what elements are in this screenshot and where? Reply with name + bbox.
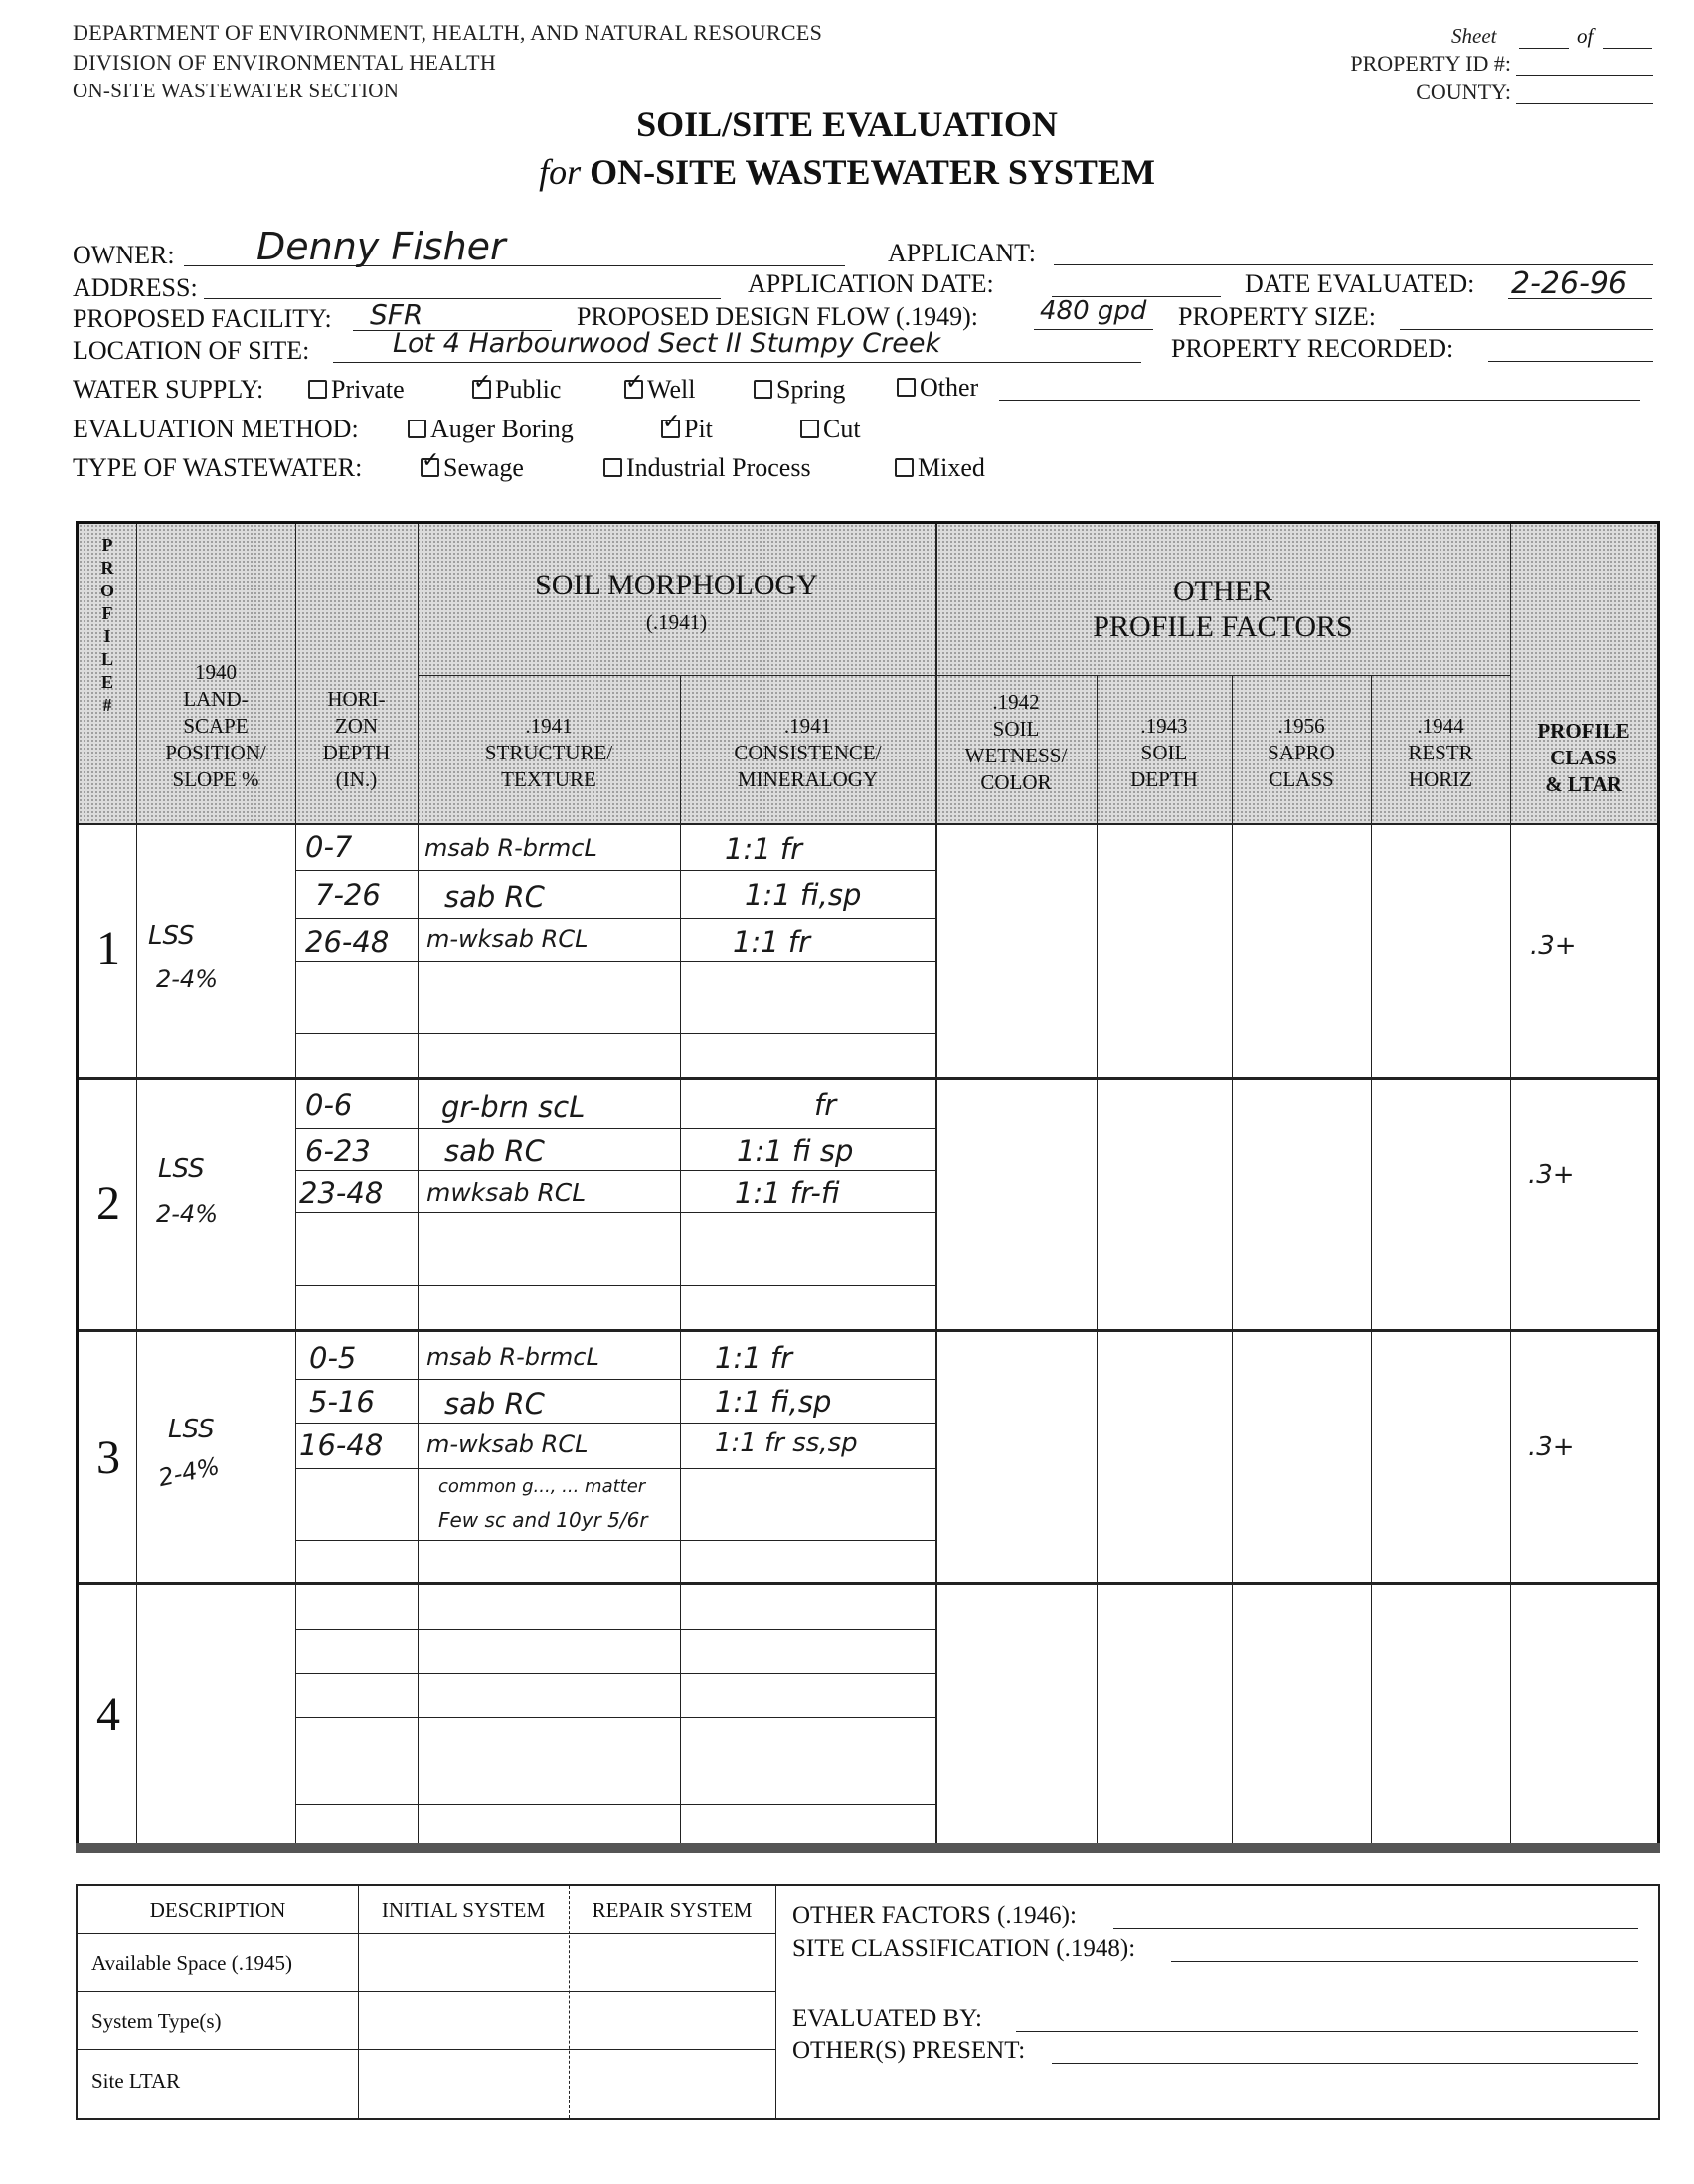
consistence[interactable]: 1:1 fr-fi [735, 1176, 840, 1210]
wastewater-mixed[interactable] [895, 453, 985, 483]
proposed-facility-label: PROPOSED FACILITY: [73, 304, 332, 333]
landscape-position: LSS [158, 1154, 205, 1184]
other-factors-label: OTHER FACTORS (.1946): [792, 1902, 1077, 1929]
profile-number: 1 [96, 923, 120, 975]
eval-method-cut[interactable] [800, 415, 861, 444]
class-header-line: CLASS [1550, 746, 1617, 769]
property-size-label: PROPERTY SIZE: [1178, 302, 1376, 331]
application-date-label: APPLICATION DATE: [748, 269, 994, 298]
restr-header-line: HORIZ [1408, 767, 1473, 791]
other-profile-factors-header [935, 574, 1510, 645]
option-label: Private [331, 375, 405, 404]
soil-depth-header [1097, 713, 1232, 793]
soil-depth-header-line: DEPTH [1130, 767, 1198, 791]
consistence[interactable]: 1:1 fr ss,sp [715, 1428, 858, 1458]
structure-header-line: TEXTURE [501, 767, 596, 791]
option-label: Spring [776, 375, 846, 404]
structure-texture[interactable]: sab RC [444, 880, 545, 914]
others-present-field[interactable] [1052, 2063, 1638, 2064]
form-subtitle [0, 151, 1694, 193]
site-classification-label: SITE CLASSIFICATION (.1948): [792, 1935, 1136, 1962]
date-evaluated-label: DATE EVALUATED: [1245, 269, 1475, 298]
profile-note: common g..., ... matter [438, 1476, 646, 1497]
design-flow-value: 480 gpd [1040, 296, 1147, 326]
horizon-depth[interactable]: 6-23 [305, 1134, 371, 1168]
checkbox-icon [408, 420, 426, 438]
structure-texture[interactable]: m-wksab RCL [426, 1430, 589, 1458]
sheet-number-line[interactable] [1519, 48, 1569, 49]
horizon-depth[interactable]: 0-6 [305, 1089, 353, 1122]
landscape-slope: 2-4% [156, 1200, 219, 1228]
eval-method-pit[interactable] [661, 415, 713, 444]
property-id-field[interactable] [1516, 75, 1653, 76]
form-subtitle-text: ON-SITE WASTEWATER SYSTEM [590, 152, 1155, 192]
evaluation-method-label: EVALUATION METHOD: [73, 415, 359, 443]
consistence[interactable]: 1:1 fr [715, 1341, 793, 1375]
horizon-depth[interactable]: 23-48 [299, 1176, 384, 1210]
available-space-label: Available Space (.1945) [91, 1951, 292, 1975]
owner-label: OWNER: [73, 241, 175, 269]
other-header-line: PROFILE FACTORS [1093, 610, 1353, 643]
location-label: LOCATION OF SITE: [73, 336, 310, 365]
horizon-depth[interactable]: 0-5 [309, 1341, 357, 1375]
consistence-header-line: MINERALOGY [737, 767, 879, 791]
soil-evaluation-table [76, 521, 1660, 1853]
profile-class-ltar[interactable]: .3+ [1530, 931, 1577, 961]
site-classification-field[interactable] [1171, 1961, 1638, 1962]
landscape-header [136, 659, 295, 793]
profile-class-ltar[interactable]: .3+ [1528, 1432, 1575, 1462]
horizon-depth[interactable]: 26-48 [305, 925, 390, 959]
profile-note: Few sc and 10yr 5/6r [438, 1508, 648, 1532]
section-name: ON-SITE WASTEWATER SECTION [73, 79, 400, 102]
wetness-header-line: SOIL [992, 717, 1040, 741]
profile-number: 2 [96, 1177, 120, 1230]
sapro-class-header [1232, 713, 1371, 793]
location-field[interactable] [333, 362, 1141, 363]
consistence[interactable]: 1:1 fi,sp [745, 878, 862, 912]
system-summary-table [76, 1884, 1660, 2120]
wetness-header-line: WETNESS/ [964, 744, 1068, 767]
consistence-header-line: CONSISTENCE/ [734, 741, 882, 764]
profile-number: 4 [96, 1688, 120, 1741]
profile-class-ltar[interactable]: .3+ [1528, 1160, 1575, 1190]
wastewater-type-label: TYPE OF WASTEWATER: [73, 453, 363, 482]
scan-artifact-band [76, 1843, 1660, 1853]
wastewater-sewage[interactable] [421, 453, 524, 483]
restrictive-horizon-header [1371, 713, 1510, 793]
evaluated-by-field[interactable] [1016, 2031, 1638, 2032]
checkbox-icon [895, 458, 914, 477]
address-label: ADDRESS: [73, 273, 198, 302]
consistence[interactable]: 1:1 fr [725, 832, 803, 866]
address-field[interactable] [204, 298, 721, 299]
wetness-header-line: .1942 [992, 690, 1040, 714]
horizon-depth[interactable]: 0-7 [305, 830, 353, 864]
horizon-header-line: DEPTH [322, 741, 391, 764]
others-present-label: OTHER(S) PRESENT: [792, 2037, 1026, 2064]
consistence-header-line: .1941 [783, 714, 832, 738]
date-evaluated-value: 2-26-96 [1511, 266, 1628, 301]
horizon-depth[interactable]: 16-48 [299, 1428, 384, 1462]
sapro-header-line: .1956 [1277, 714, 1325, 738]
restr-header-line: .1944 [1417, 714, 1464, 738]
sapro-header-line: SAPRO [1268, 741, 1335, 764]
other-factors-field[interactable] [1113, 1928, 1638, 1929]
structure-texture[interactable]: gr-brn scL [441, 1091, 586, 1124]
checkbox-icon [897, 378, 916, 397]
consistence[interactable]: 1:1 fr [733, 925, 811, 959]
structure-texture[interactable]: msab R-brmcL [426, 1343, 599, 1371]
division-name: DIVISION OF ENVIRONMENTAL HEALTH [73, 50, 497, 75]
structure-texture[interactable]: m-wksab RCL [426, 925, 589, 953]
checked-checkbox-icon [661, 420, 680, 438]
water-supply-public[interactable] [472, 375, 561, 405]
property-size-field[interactable] [1400, 329, 1653, 330]
checkbox-icon [603, 458, 622, 477]
form-subtitle-for: for [539, 152, 582, 192]
option-label: Well [647, 375, 696, 404]
initial-system-header: INITIAL SYSTEM [381, 1898, 546, 1922]
landscape-slope: 2-4% [156, 965, 219, 993]
sheet-of-label: of [1577, 24, 1594, 48]
owner-value: Denny Fisher [256, 225, 506, 268]
design-flow-field[interactable] [1034, 329, 1153, 330]
design-flow-label: PROPOSED DESIGN FLOW (.1949): [577, 302, 978, 331]
checked-checkbox-icon [624, 380, 643, 399]
system-type-label: System Type(s) [91, 2009, 222, 2033]
landscape-slope: 2-4% [155, 1451, 223, 1493]
water-supply-well[interactable] [624, 375, 695, 405]
class-header-line: & LTAR [1545, 772, 1622, 796]
consistence-mineralogy-header [680, 713, 935, 793]
option-label: Public [495, 375, 562, 404]
landscape-header-line: 1940 [195, 660, 237, 684]
landscape-header-line: POSITION/ [165, 741, 266, 764]
structure-header-line: .1941 [525, 714, 573, 738]
department-name: DEPARTMENT OF ENVIRONMENT, HEALTH, AND NATURAL RESOURCES [73, 20, 823, 45]
option-label: Industrial Process [626, 453, 811, 482]
eval-method-auger[interactable] [408, 415, 574, 444]
option-label: Cut [823, 415, 861, 443]
landscape-position: LSS [168, 1415, 215, 1444]
property-id-label: PROPERTY ID #: [1350, 51, 1511, 76]
landscape-header-line: SCAPE [183, 714, 249, 738]
water-supply-spring[interactable] [754, 375, 845, 405]
profile-class-ltar-header [1510, 718, 1657, 798]
description-header: DESCRIPTION [149, 1898, 286, 1922]
checkbox-icon [800, 420, 819, 438]
soil-morphology-subheader: (.1941) [645, 610, 708, 634]
structure-texture[interactable]: sab RC [444, 1387, 545, 1421]
evaluated-by-label: EVALUATED BY: [792, 2005, 982, 2032]
applicant-label: APPLICANT: [888, 239, 1036, 267]
structure-texture[interactable]: msab R-brmcL [424, 834, 597, 862]
other-header-line: OTHER [1173, 575, 1272, 607]
profile-number-header: P R O F I L E # [99, 535, 114, 715]
landscape-position: LSS [148, 922, 195, 951]
option-label: Mixed [918, 453, 985, 482]
applicant-field[interactable] [1054, 264, 1653, 265]
structure-texture-header [418, 713, 680, 793]
form-title: SOIL/SITE EVALUATION [636, 104, 1058, 144]
structure-header-line: STRUCTURE/ [484, 741, 613, 764]
wastewater-industrial[interactable] [603, 453, 811, 483]
water-supply-other-field[interactable] [999, 400, 1640, 401]
restr-header-line: RESTR [1408, 741, 1473, 764]
soil-depth-header-line: .1943 [1140, 714, 1188, 738]
sheet-total-line[interactable] [1603, 48, 1652, 49]
option-label: Other [920, 373, 979, 402]
repair-system-header: REPAIR SYSTEM [592, 1898, 753, 1922]
checked-checkbox-icon [472, 380, 491, 399]
structure-texture[interactable]: sab RC [444, 1134, 545, 1168]
class-header-line: PROFILE [1537, 719, 1630, 743]
checkbox-icon [754, 380, 772, 399]
landscape-header-line: SLOPE % [172, 767, 259, 791]
water-supply-private[interactable] [308, 375, 405, 405]
option-label: Auger Boring [430, 415, 574, 443]
soil-morphology-header: SOIL MORPHOLOGY [535, 569, 818, 601]
county-label: COUNTY: [1416, 80, 1511, 104]
checked-checkbox-icon [421, 458, 439, 477]
location-value: Lot 4 Harbourwood Sect II Stumpy Creek [393, 328, 941, 359]
structure-texture[interactable]: mwksab RCL [426, 1178, 587, 1207]
site-ltar-label: Site LTAR [91, 2069, 181, 2093]
sheet-label: Sheet [1451, 24, 1497, 48]
landscape-header-line: LAND- [183, 687, 249, 711]
horizon-header-line: HORI- [327, 687, 386, 711]
wetness-header-line: COLOR [980, 770, 1052, 794]
checkbox-icon [308, 380, 327, 399]
water-supply-label: WATER SUPPLY: [73, 375, 264, 404]
water-supply-other[interactable] [897, 373, 978, 403]
property-recorded-field[interactable] [1488, 361, 1653, 362]
option-label: Pit [684, 415, 713, 443]
horizon-depth-header [295, 686, 418, 793]
horizon-header-line: (IN.) [335, 767, 378, 791]
profile-number: 3 [96, 1431, 120, 1484]
soil-wetness-header [935, 689, 1097, 796]
horizon-depth[interactable]: 5-16 [309, 1385, 375, 1419]
horizon-depth[interactable]: 7-26 [315, 878, 381, 912]
option-label: Sewage [443, 453, 524, 482]
soil-depth-header-line: SOIL [1140, 741, 1188, 764]
sapro-header-line: CLASS [1269, 767, 1334, 791]
consistence[interactable]: 1:1 fi sp [737, 1134, 854, 1168]
consistence[interactable]: fr [814, 1089, 837, 1122]
proposed-facility-value: SFR [370, 298, 424, 331]
property-recorded-label: PROPERTY RECORDED: [1171, 334, 1454, 363]
horizon-header-line: ZON [334, 714, 379, 738]
consistence[interactable]: 1:1 fi,sp [715, 1385, 832, 1419]
